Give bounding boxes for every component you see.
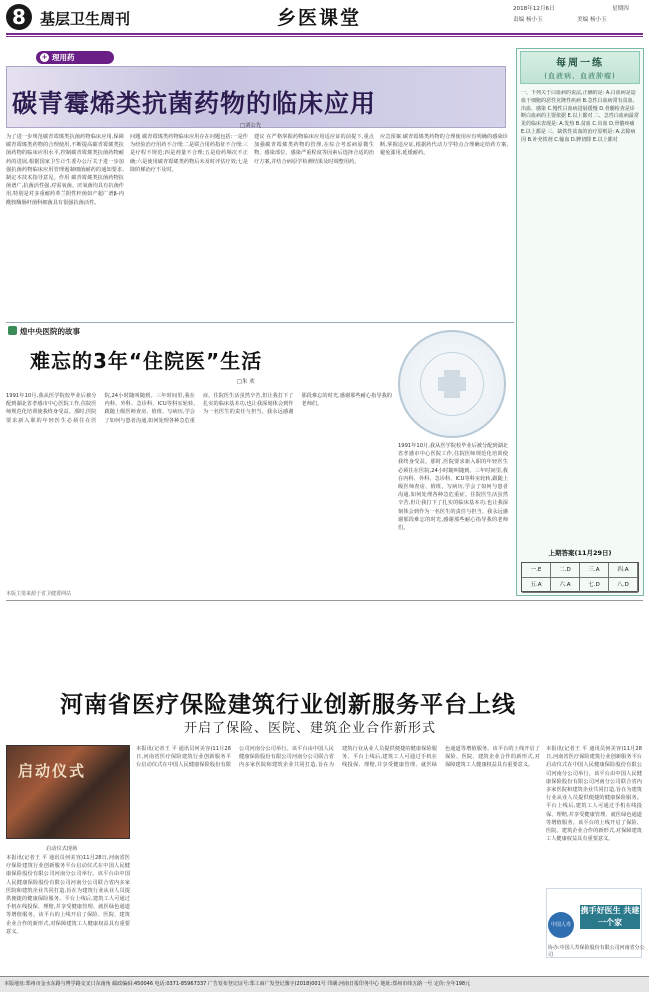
header-rule [6,33,643,35]
article1-column-4: 应急预案:碳青霉烯类药物的合理使用应有明确的感染诊断,掌握适应证,根据药代动力学特点合理确定给药方案,避免滥用,延缓耐药。 [380,134,508,157]
answer-cell: 八.D [609,578,638,593]
sponsor-slogan: 携手好医生 共建一个家 [580,906,640,927]
answer-cell: 五.A [522,578,551,593]
article1-column-3: 建议 在严格掌握药物临床应用适应证的前提下,重点加强碳青霉烯类药物的管理,在综合考虑病原微生物、感染部位、感染严重程度等因素后选择合适的治疗方案,并结合病原学检测结果及时调整用药。 [254,134,374,165]
sponsor-logo: 中国人寿 [548,912,574,938]
answer-cell: 一.E [522,563,551,578]
article1-column-2: 问题 碳青霉烯类药物临床应用存在问题包括:一是作为经验治疗用药不合理;二是联合用药指征不合理;三是疗程不规范;四是剂量不合理;五是给药频次不正确;六是使用碳青霉烯类药物后未及时评估疗效;七是降阶梯治疗不及时。 [130,134,248,173]
answer-cell: 七.D [580,578,609,593]
page-number-badge: 8 [6,4,32,30]
article3-body: 本报讯(记者王 平 通讯员何美容)11月28日,河南省医疗保险建筑行业创新服务平台启动仪式在中国人民健康保险股份有限公司河南分公司举行。该平台由中国人民健康保险股份有限公司河南分公司联合省内多家医院和建筑企业共同打造,旨在为建筑行业从业人员提供便捷的健康保险服务。平台上线后,建筑工人可通过手机在线投保、理赔,并享受健康管理、就医绿色通道等增值服务。该平台的上线开启了保险、医院、建筑企业合作的新形式,对保障建筑工人健康权益具有重要意义。 [136,746,540,769]
article2-author: □朱 欢 [237,379,255,385]
article1-column-1: 为了进一步规范碳青霉烯类抗菌药物临床应用,保障碳青霉烯类药物的合理使用,不断提高碳青霉烯类抗菌药物的临床应用水平,控制碳青霉烯类抗菌药物耐药的进展,根据国家卫生计生委办公厅关于进一步加强抗菌药物临床应用管理遏制细菌耐药的通知要求,制定本技术指导意见。作用 碳青霉烯类抗菌药物抗菌谱广,抗菌活性强,对需氧菌、厌氧菌均具有抗菌作用,特别是对多重耐药革兰阴性杆菌如产超广谱β-内酰胺酶肠杆菌科细菌具有很强抗菌活性。 [6,134,124,206]
launch-ceremony-banner-text: 启动仪式 [18,762,87,780]
article2-column-tag: 煌中央医院的故事 [20,327,80,336]
article3-headline: 河南省医疗保险建筑行业创新服务平台上线 [60,692,516,718]
article1-headline: 碳青霉烯类抗菌药物的临床应用 [12,89,377,118]
answer-cell: 二.D [551,563,580,578]
weekly-quiz-subtitle: (血液病、血液肿瘤) [544,72,616,80]
section-divider [6,600,643,601]
section-title: 乡医课堂 [277,7,362,29]
weekly-quiz-title: 每周一练 [556,58,604,69]
answer-cell: 四.A [609,563,638,578]
footer-imprint: 本版地址:郑州市金水东路与博学路交叉口东南角 邮政编码:450046 电话:0371-85967337 广告发布登记证号:郑工商广发登记豫字(2018)001号 印刷:河南日报印务中心 地址:郑州市纬五路一号 定价:全年198元 [4,981,471,987]
weekly-quiz-questions: 一、下列关于白血病的说法,正确的是: A.白血病是造血干细胞的恶性克隆性疾病 B.急性白血病常有贫血、出血、感染 C.慢性白血病进展缓慢 D.骨髓检查是诊断白血病的主要依据 E.以上都对 二、急性白血病最常见的临床表现是: A.发热 B.贫血 C.出血 D.骨骼疼痛 E.以上都是 三、缺铁性贫血的治疗原则是: A.去除病因 B.补充铁剂 C.输血 D.脾切除 E.以上都对 [521,90,639,143]
article3-subtitle: 开启了保险、医院、建筑企业合作新形式 [184,721,437,736]
editor-credit: 责编 杨小玉 [513,17,543,23]
answer-grid [521,562,639,592]
issue-weekday: 星期四 [612,6,629,12]
answer-cell: 六.A [551,578,580,593]
article2-body-continued: 1991年10月,我从医学院校毕业后被分配到湖北省孝感市中心医院工作,住院医师规范化培训使我终身受益。那时,医院要求新入职的年轻医生必须住在医院,24小时随叫随到。三年时间里,我在内科、外科、急诊科、ICU等科室轮转,跟随上级医师查房、值班、写病历,学会了如何与患者沟通,如何处理各种急危重症。住院医生活虽然辛苦,但让我打下了扎实的临床基本功,也让我深刻体会到作为一名医生的责任与担当。我永远感谢那段难忘的时光,感谢那些耐心指导我的老师们。 [398,443,508,532]
sponsor-credit: 协办:中国人寿保险股份有限公司河南省分公司 [548,945,645,958]
article2-headline: 难忘的3年“住院医”生活 [30,349,263,373]
designer-credit: 美编 杨小玉 [577,17,607,23]
article1-category-tag: 理用药 [36,51,114,64]
article3-body-continued: 本报讯(记者王 平 通讯员何美容)11月28日,河南省医疗保险建筑行业创新服务平台启动仪式在中国人民健康保险股份有限公司河南分公司举行。该平台由中国人民健康保险股份有限公司河南分公司联合省内多家医院和建筑企业共同打造,旨在为建筑行业从业人员提供便捷的健康保险服务。平台上线后,建筑工人可通过手机在线投保、理赔,并享受健康管理、就医绿色通道等增值服务。该平台的上线开启了保险、医院、建筑企业合作的新形式,对保障建筑工人健康权益具有重要意义。 [546,746,642,843]
pill-icon: + [41,53,48,61]
answer-cell: 三.A [580,563,609,578]
answer-title: 上期答案(11月29日) [548,549,612,557]
page-source-note: 本版主要来源于省卫健委网站 [6,591,72,597]
issue-date: 2018年12月6日 [513,6,555,12]
medical-cross-icon-bar [438,377,466,391]
header-rule-thin [6,36,643,37]
article3-lead: 本报讯(记者王 平 通讯员何美容)11月28日,河南省医疗保险建筑行业创新服务平台启动仪式在中国人民健康保险股份有限公司河南分公司举行。该平台由中国人民健康保险股份有限公司河南分公司联合省内多家医院和建筑企业共同打造,旨在为建筑行业从业人员提供便捷的健康保险服务。平台上线后,建筑工人可通过手机在线投保、理赔,并享受健康管理、就医绿色通道等增值服务。该平台的上线开启了保险、医院、建筑企业合作的新形式,对保障建筑工人健康权益具有重要意义。 [6,855,130,935]
paper-name: 基层卫生周刊 [40,10,131,28]
photo-caption: 启动仪式现场 [46,846,78,852]
article2-body: 1991年10月,我从医学院校毕业后被分配到湖北省孝感市中心医院工作,住院医师规范化培训使我终身受益。那时,医院要求新入职的年轻医生必须住在医院,24小时随叫随到。三年时间里,我在内科、外科、急诊科、ICU等科室轮转,跟随上级医师查房、值班、写病历,学会了如何与患者沟通,如何处理各种急危重症。住院医生活虽然辛苦,但让我打下了扎实的临床基本功,也让我深刻体会到作为一名医生的责任与担当。我永远感谢那段难忘的时光,感谢那些耐心指导我的老师们。 [6,393,392,424]
article1-author: □刘公先 [240,123,262,129]
hospital-icon [8,326,17,335]
